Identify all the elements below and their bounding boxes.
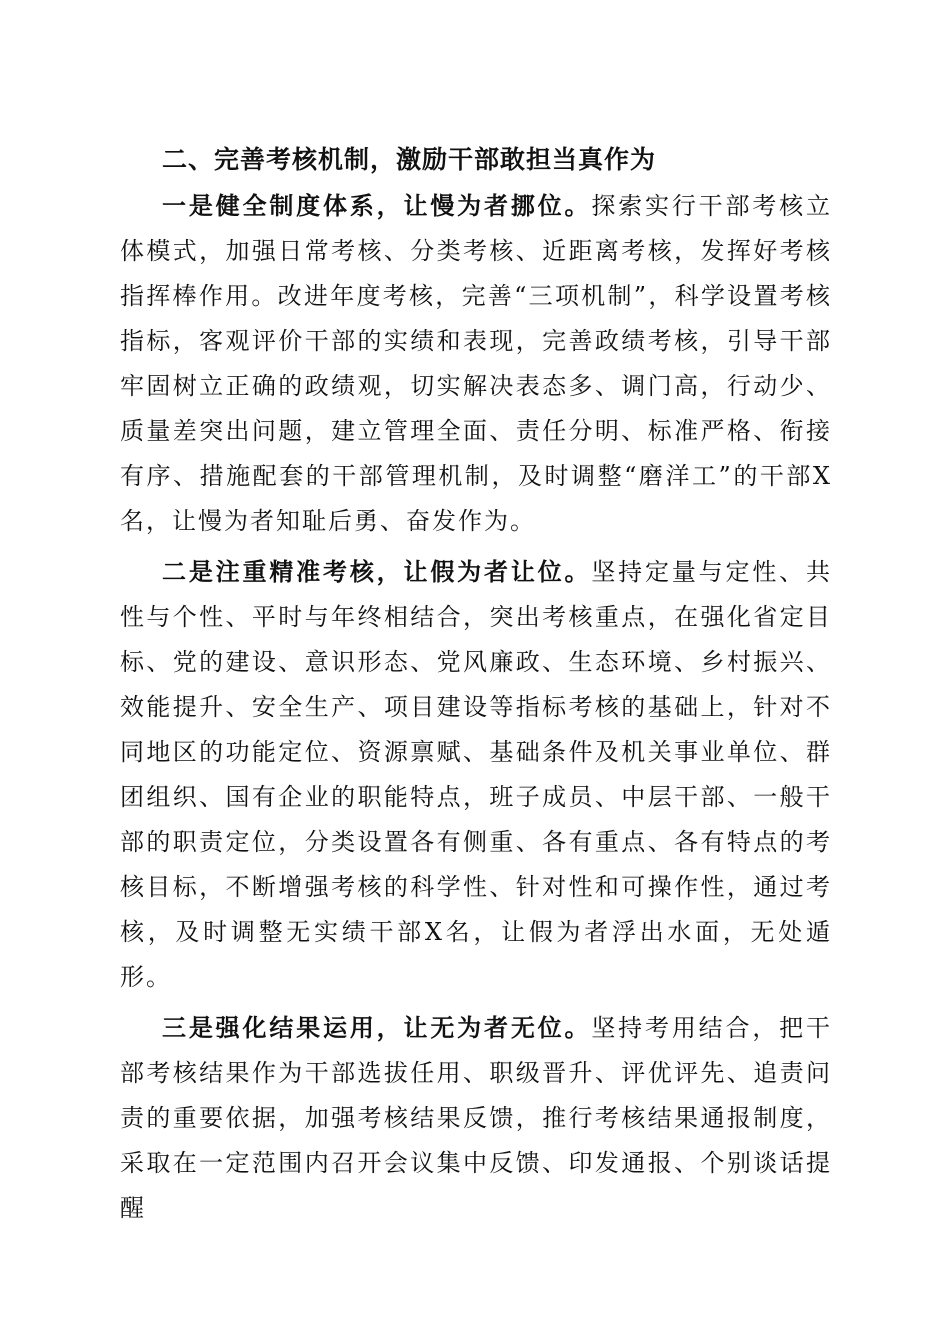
paragraph-2-lead: 二是注重精准考核，让假为者让位。 bbox=[162, 558, 592, 586]
section-heading: 二、完善考核机制，激励干部敢担当真作为 bbox=[162, 145, 657, 174]
document-body bbox=[120, 140, 832, 1237]
paragraph-2 bbox=[120, 550, 832, 1000]
paragraph-3 bbox=[120, 1006, 832, 1231]
paragraph-3-body: 坚持考用结合，把干部考核结果作为干部选拔任用、职级晋升、评优评先、追责问责的重要依据，加强考核结果反馈，推行考核结果通报制度，采取在一定范围内召开会议集中反馈、印发通报、个别谈话提醒 bbox=[120, 1014, 833, 1222]
paragraph-2-body: 坚持定量与定性、共性与个性、平时与年终相结合，突出考核重点，在强化省定目标、党的建设、意识形态、党风廉政、生态环境、乡村振兴、效能提升、安全生产、项目建设等指标考核的基础上，针对不同地区的功能定位、资源禀赋、基础条件及机关事业单位、群团组织、国有企业的职能特点，班子成员、中层干部、一般干部的职责定位，分类设置各有侧重、各有重点、各有特点的考核目标，不断增强考核的科学性、针对性和可操作性，通过考核，及时调整无实绩干部X名，让假为者浮出水面，无处遁形。 bbox=[120, 558, 833, 991]
paragraph-1 bbox=[120, 184, 832, 544]
paragraph-3-lead: 三是强化结果运用，让无为者无位。 bbox=[162, 1014, 592, 1042]
paragraph-1-lead: 一是健全制度体系，让慢为者挪位。 bbox=[162, 192, 592, 220]
paragraph-1-body: 探索实行干部考核立体模式，加强日常考核、分类考核、近距离考核，发挥好考核指挥棒作用。改进年度考核，完善“三项机制”，科学设置考核指标，客观评价干部的实绩和表现，完善政绩考核，引导干部牢固树立正确的政绩观，切实解决表态多、调门高，行动少、质量差突出问题，建立管理全面、责任分明、标准严格、衔接有序、措施配套的干部管理机制，及时调整“磨洋工”的干部X名，让慢为者知耻后勇、奋发作为。 bbox=[120, 192, 833, 535]
